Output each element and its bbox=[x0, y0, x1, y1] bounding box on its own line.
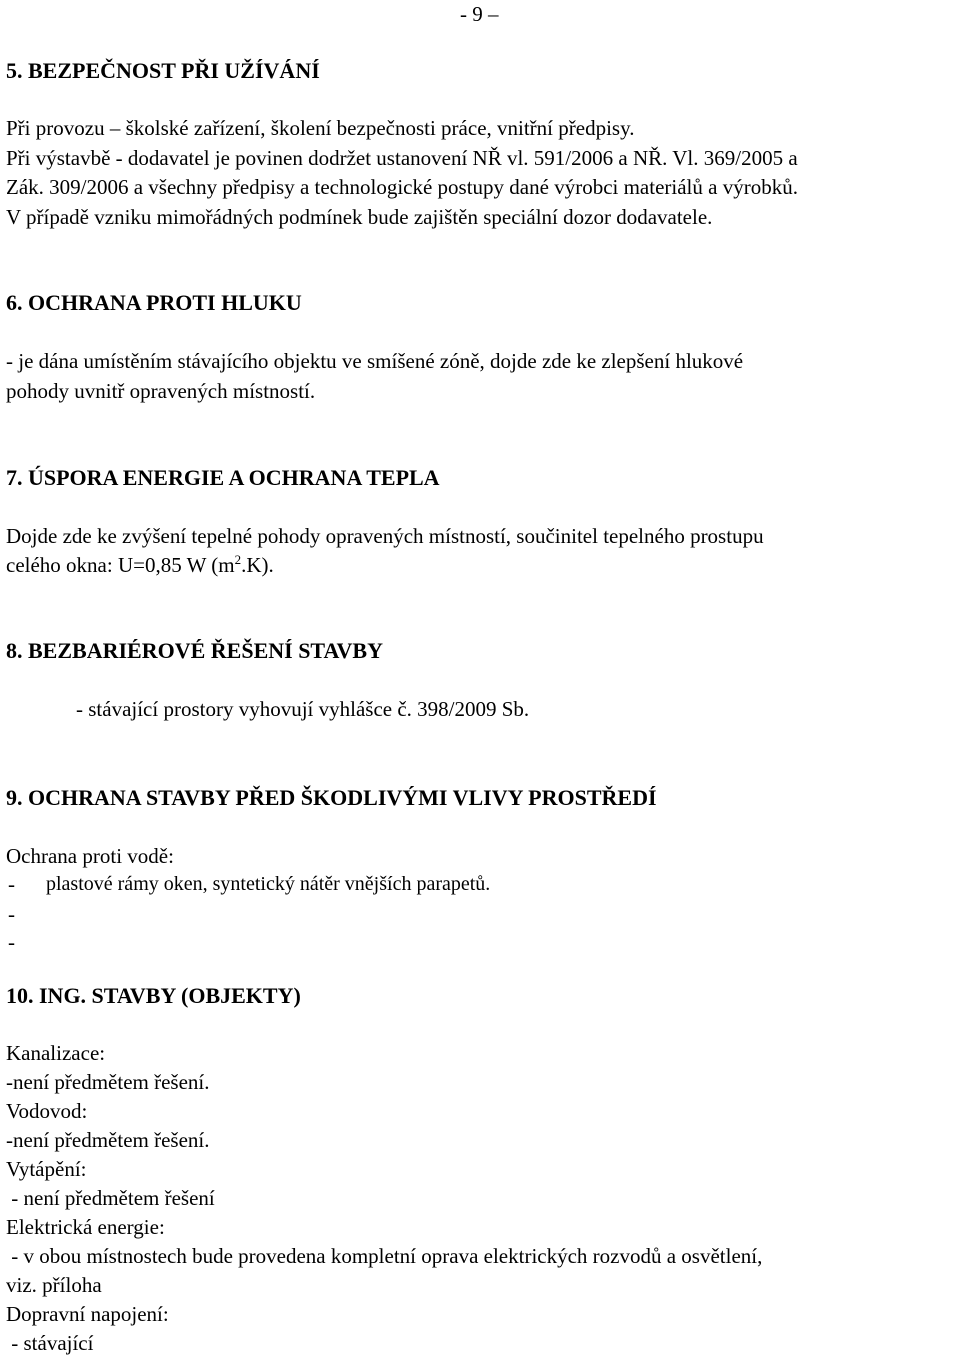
section-10-line: Vytápění: bbox=[6, 1157, 87, 1181]
u-value-unit-tail: .K). bbox=[241, 553, 274, 577]
section-5-line: V případě vzniku mimořádných podmínek bude zajištěn speciální dozor dodavatele. bbox=[6, 205, 713, 229]
superscript-exponent: 2 bbox=[234, 552, 242, 567]
list-dash: - bbox=[8, 872, 15, 896]
section-9-subheading: Ochrana proti vodě: bbox=[6, 844, 174, 868]
list-dash: - bbox=[8, 902, 15, 926]
section-5-heading: 5. BEZPEČNOST PŘI UŽÍVÁNÍ bbox=[6, 58, 320, 83]
section-5-line: Při výstavbě - dodavatel je povinen dodržet ustanovení NŘ vl. 591/2006 a NŘ. Vl. 369/2005 a bbox=[6, 146, 798, 170]
section-10-line: Elektrická energie: bbox=[6, 1215, 165, 1239]
section-6-heading: 6. OCHRANA PROTI HLUKU bbox=[6, 290, 302, 315]
section-9-heading: 9. OCHRANA STAVBY PŘED ŠKODLIVÝMI VLIVY PROSTŘEDÍ bbox=[6, 785, 657, 810]
section-5-line: Zák. 309/2006 a všechny předpisy a technologické postupy dané výrobci materiálů a výrobků. bbox=[6, 175, 798, 199]
section-10-line: viz. příloha bbox=[6, 1273, 102, 1297]
section-10-line: -není předmětem řešení. bbox=[6, 1128, 210, 1152]
section-10-line: -není předmětem řešení. bbox=[6, 1070, 210, 1094]
section-7-line: Dojde zde ke zvýšení tepelné pohody opravených místností, součinitel tepelného prostupu bbox=[6, 524, 764, 548]
section-6-line: pohody uvnitř opravených místností. bbox=[6, 379, 316, 403]
section-8-heading: 8. BEZBARIÉROVÉ ŘEŠENÍ STAVBY bbox=[6, 638, 383, 663]
section-7-heading: 7. ÚSPORA ENERGIE A OCHRANA TEPLA bbox=[6, 465, 440, 490]
section-10-line: - v obou místnostech bude provedena kompletní oprava elektrických rozvodů a osvětlení, bbox=[6, 1244, 763, 1268]
section-7-line bbox=[6, 552, 274, 577]
page-number: - 9 – bbox=[460, 2, 499, 26]
section-10-line: Dopravní napojení: bbox=[6, 1302, 169, 1326]
list-item: plastové rámy oken, syntetický nátěr vnějších parapetů. bbox=[46, 873, 491, 895]
u-value-text: celého okna: U=0,85 W (m bbox=[6, 553, 235, 577]
list-dash: - bbox=[8, 930, 15, 954]
section-8-line: - stávající prostory vyhovují vyhlášce č. 398/2009 Sb. bbox=[76, 697, 530, 721]
section-5-line: Při provozu – školské zařízení, školení bezpečnosti práce, vnitřní předpisy. bbox=[6, 116, 635, 140]
section-10-heading: 10. ING. STAVBY (OBJEKTY) bbox=[6, 983, 301, 1008]
section-10-line: - není předmětem řešení bbox=[6, 1186, 215, 1210]
section-10-line: Kanalizace: bbox=[6, 1041, 106, 1065]
section-10-line: - stávající bbox=[6, 1331, 94, 1355]
section-6-line: - je dána umístěním stávajícího objektu ve smíšené zóně, dojde zde ke zlepšení hlukové bbox=[6, 349, 744, 373]
section-10-line: Vodovod: bbox=[6, 1099, 88, 1123]
